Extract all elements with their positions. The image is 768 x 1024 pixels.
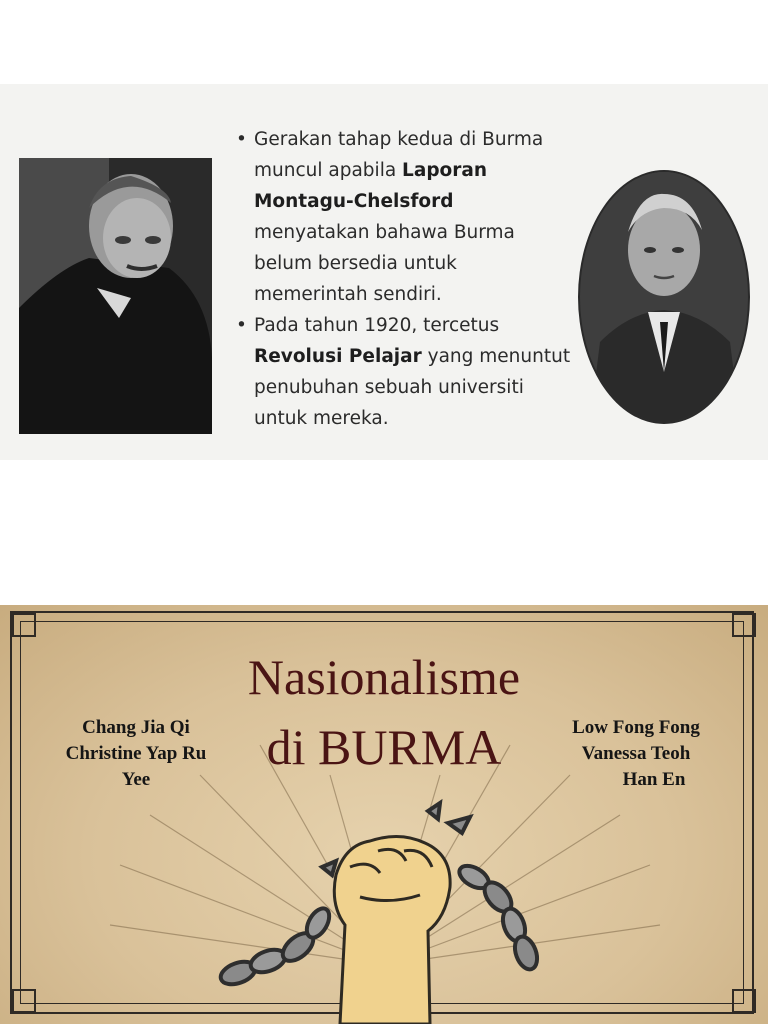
author-name: Vanessa Teoh — [581, 743, 691, 764]
bullet-text-pre: Pada tahun 1920, tercetus — [254, 315, 500, 336]
bullet-item-montagu — [232, 124, 572, 310]
author-name: Christine Yap Ru — [65, 743, 207, 764]
left-chain-icon — [218, 905, 334, 989]
author-name: Yee — [121, 769, 151, 790]
raised-fist-icon — [334, 836, 450, 1024]
slide-montagu-chelsford — [0, 84, 768, 460]
authors-left — [46, 715, 226, 793]
portrait-photo-right — [578, 170, 750, 424]
portrait-photo-left — [19, 158, 212, 434]
authors-right — [548, 715, 724, 793]
bullet-text-post: menyatakan bahawa Burma belum bersedia untuk memerintah sendiri. — [254, 222, 515, 305]
bullet-item-revolusi — [232, 310, 572, 434]
bullet-list — [232, 124, 572, 434]
bullet-text-bold: Laporan Montagu-Chelsford — [254, 160, 488, 212]
title-line-2: di BURMA — [266, 719, 502, 775]
portrait-man-right-illustration — [580, 172, 748, 422]
bullet-text-post: yang menuntut penubuhan sebuah universiti untuk mereka. — [254, 346, 571, 429]
bullet-text-pre: Gerakan tahap kedua di Burma muncul apabila — [254, 129, 544, 181]
author-name: Chang Jia Qi — [82, 717, 190, 738]
title-line-1: Nasionalisme — [247, 649, 521, 705]
author-name: Low Fong Fong — [572, 717, 700, 738]
portrait-man-left-illustration — [19, 158, 212, 434]
author-name: Han En — [622, 769, 686, 790]
bullet-text-bold: Revolusi Pelajar — [254, 346, 422, 367]
slide-title-nasionalisme — [0, 605, 768, 1024]
